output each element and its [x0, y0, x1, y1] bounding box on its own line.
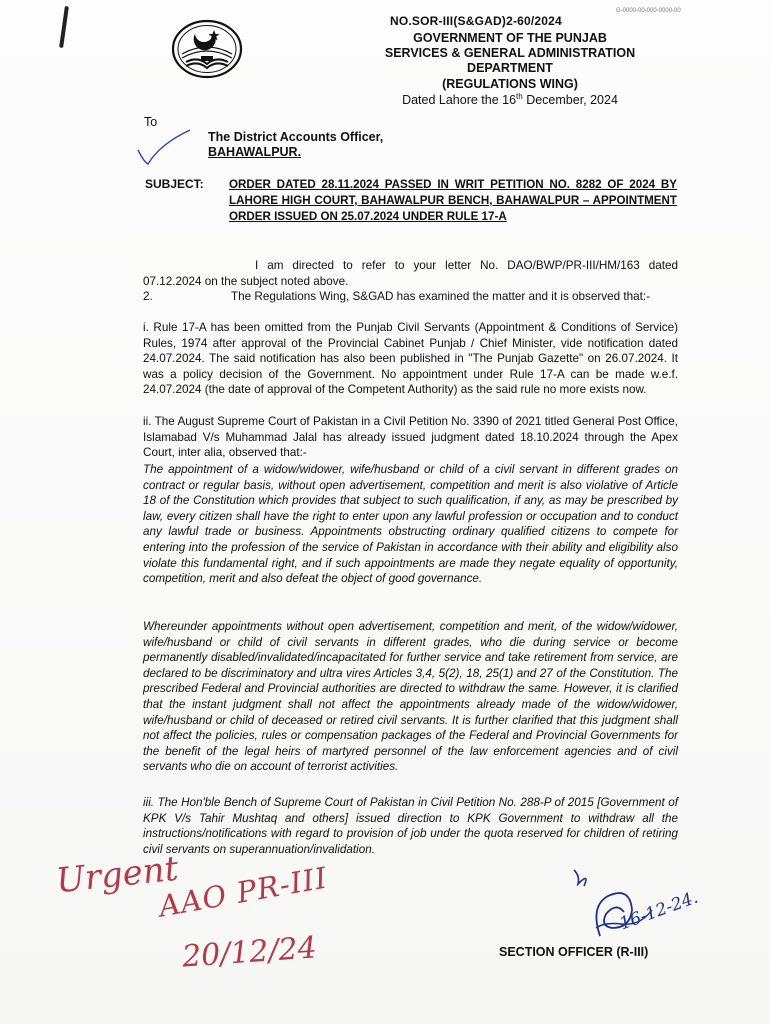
addressee-officer: The District Accounts Officer, [208, 130, 384, 144]
barcode-text: G-0000-00-000-0000-00 [616, 8, 681, 14]
signature-date: 16-12-24. [617, 887, 701, 935]
point-ii: ii. The August Supreme Court of Pakistan in a Civil Petition No. 3390 of 2021 titled General Post Office, Islamabad V/s Muhammad Jalal has already issued judgment dated 18.10.2024 through the Apex Court, inter alia, observed that:- [143, 415, 678, 460]
subject-label: SUBJECT: [145, 177, 204, 191]
checkmark-icon [136, 128, 192, 168]
paragraph-2: 2. The Regulations Wing, S&GAD has examined the matter and it is observed that:- [143, 290, 651, 303]
judgment-quote-1: The appointment of a widow/widower, wife/husband or child of a civil servant in different grades on contract or regular basis, without open advertisement, competition and merit is also violative of Article 18 of the Constitution which provides that subject to such qualification, if any, as may be prescribed by law, every citizen shall have the right to enter upon any lawful profession or occupation and to conduct any lawful trade or business. Appointments obstructing ordinary qualified citizens to compete for entering into the profession of the service of Pakistan in accordance with their ability and eligibility also violate this fundamental right, and if such appointments are made they negate equality of opportunity, competition, merit and also defeat the object of good governance. [143, 463, 678, 586]
header-government: GOVERNMENT OF THE PUNJAB [413, 31, 607, 45]
handwritten-aao-note: AAO PR-III [156, 860, 331, 924]
dated-line: Dated Lahore the 16th December, 2024 [402, 92, 618, 108]
to-label: To [144, 115, 158, 129]
judgment-quote-2: Whereunder appointments without open advertisement, competition and merit, of the widow/widower, wife/husband or child of civil servants in different grades, who die during service or become permanently disabled/invalidated/incapacitated for further service and take retirement from service, are declared to be discriminatory and ultra vires Articles 3,4, 5(2), 18, 25(1) and 27 of the Constitution. The prescribed Federal and Provincial authorities are directed to withdraw the same. However, it is clarified that the instant judgment shall not affect the appointments already made of the widow/widower, wife/husband or child of deceased or retired civil servants. It is further clarified that this judgment shall not affect the policies, rules or compensation packages of the Federal and Provincial Governments for the benefit of the legal heirs of martyred personnel of the law enforcement agencies and of civil servants who die on account of terrorist activities. [143, 620, 678, 774]
header-department-1: SERVICES & GENERAL ADMINISTRATION [384, 46, 636, 60]
reference-number: NO.SOR-III(S&GAD)2-60/2024 [390, 14, 562, 28]
point-iii: iii. The Hon'ble Bench of Supreme Court of Pakistan in Civil Petition No. 288-P of 2015 [Government of KPK V/s Tahir Mushtaq and others] issued direction to KPK Government to withdraw all the instructions/notifications with regard to provision of job under the quota reserved for children of retiring civil servants on superannuation/invalidation. [143, 796, 678, 856]
paragraph-2-number: 2. [143, 290, 153, 303]
addressee-city: BAHAWALPUR. [208, 145, 302, 159]
subject-text: ORDER DATED 28.11.2024 PASSED IN WRIT PETITION NO. 8282 OF 2024 BY LAHORE HIGH COURT, BAHAWALPUR BENCH, BAHAWALPUR – APPOINTMENT ORDER ISSUED ON 25.07.2024 UNDER RULE 17-A [229, 178, 677, 224]
handwritten-stroke [59, 6, 69, 48]
handwritten-urgent: Urgent [54, 848, 181, 902]
punjab-crest-logo [168, 18, 246, 80]
header-department-2: DEPARTMENT [467, 61, 553, 75]
section-officer-designation: SECTION OFFICER (R-III) [499, 945, 649, 959]
point-i: i. Rule 17-A has been omitted from the Punjab Civil Servants (Appointment & Conditions of Service) Rules, 1974 after approval of the Provincial Cabinet Punjab / Chief Minister, vide notification dated 24.07.2024. The said notification has also been published in "The Punjab Gazette" on 26.07.2024. It was a policy decision of the Government. No appointment under Rule 17-A can be made w.e.f. 24.07.2024 (the date of approval of the Competent Authority) as the said rule no more exists now. [143, 321, 678, 397]
handwritten-date: 20/12/24 [180, 930, 318, 975]
header-wing: (REGULATIONS WING) [442, 77, 578, 91]
paragraph-1: I am directed to refer to your letter No. DAO/BWP/PR-III/HM/163 dated 07.12.2024 on the subject noted above. [143, 259, 678, 288]
